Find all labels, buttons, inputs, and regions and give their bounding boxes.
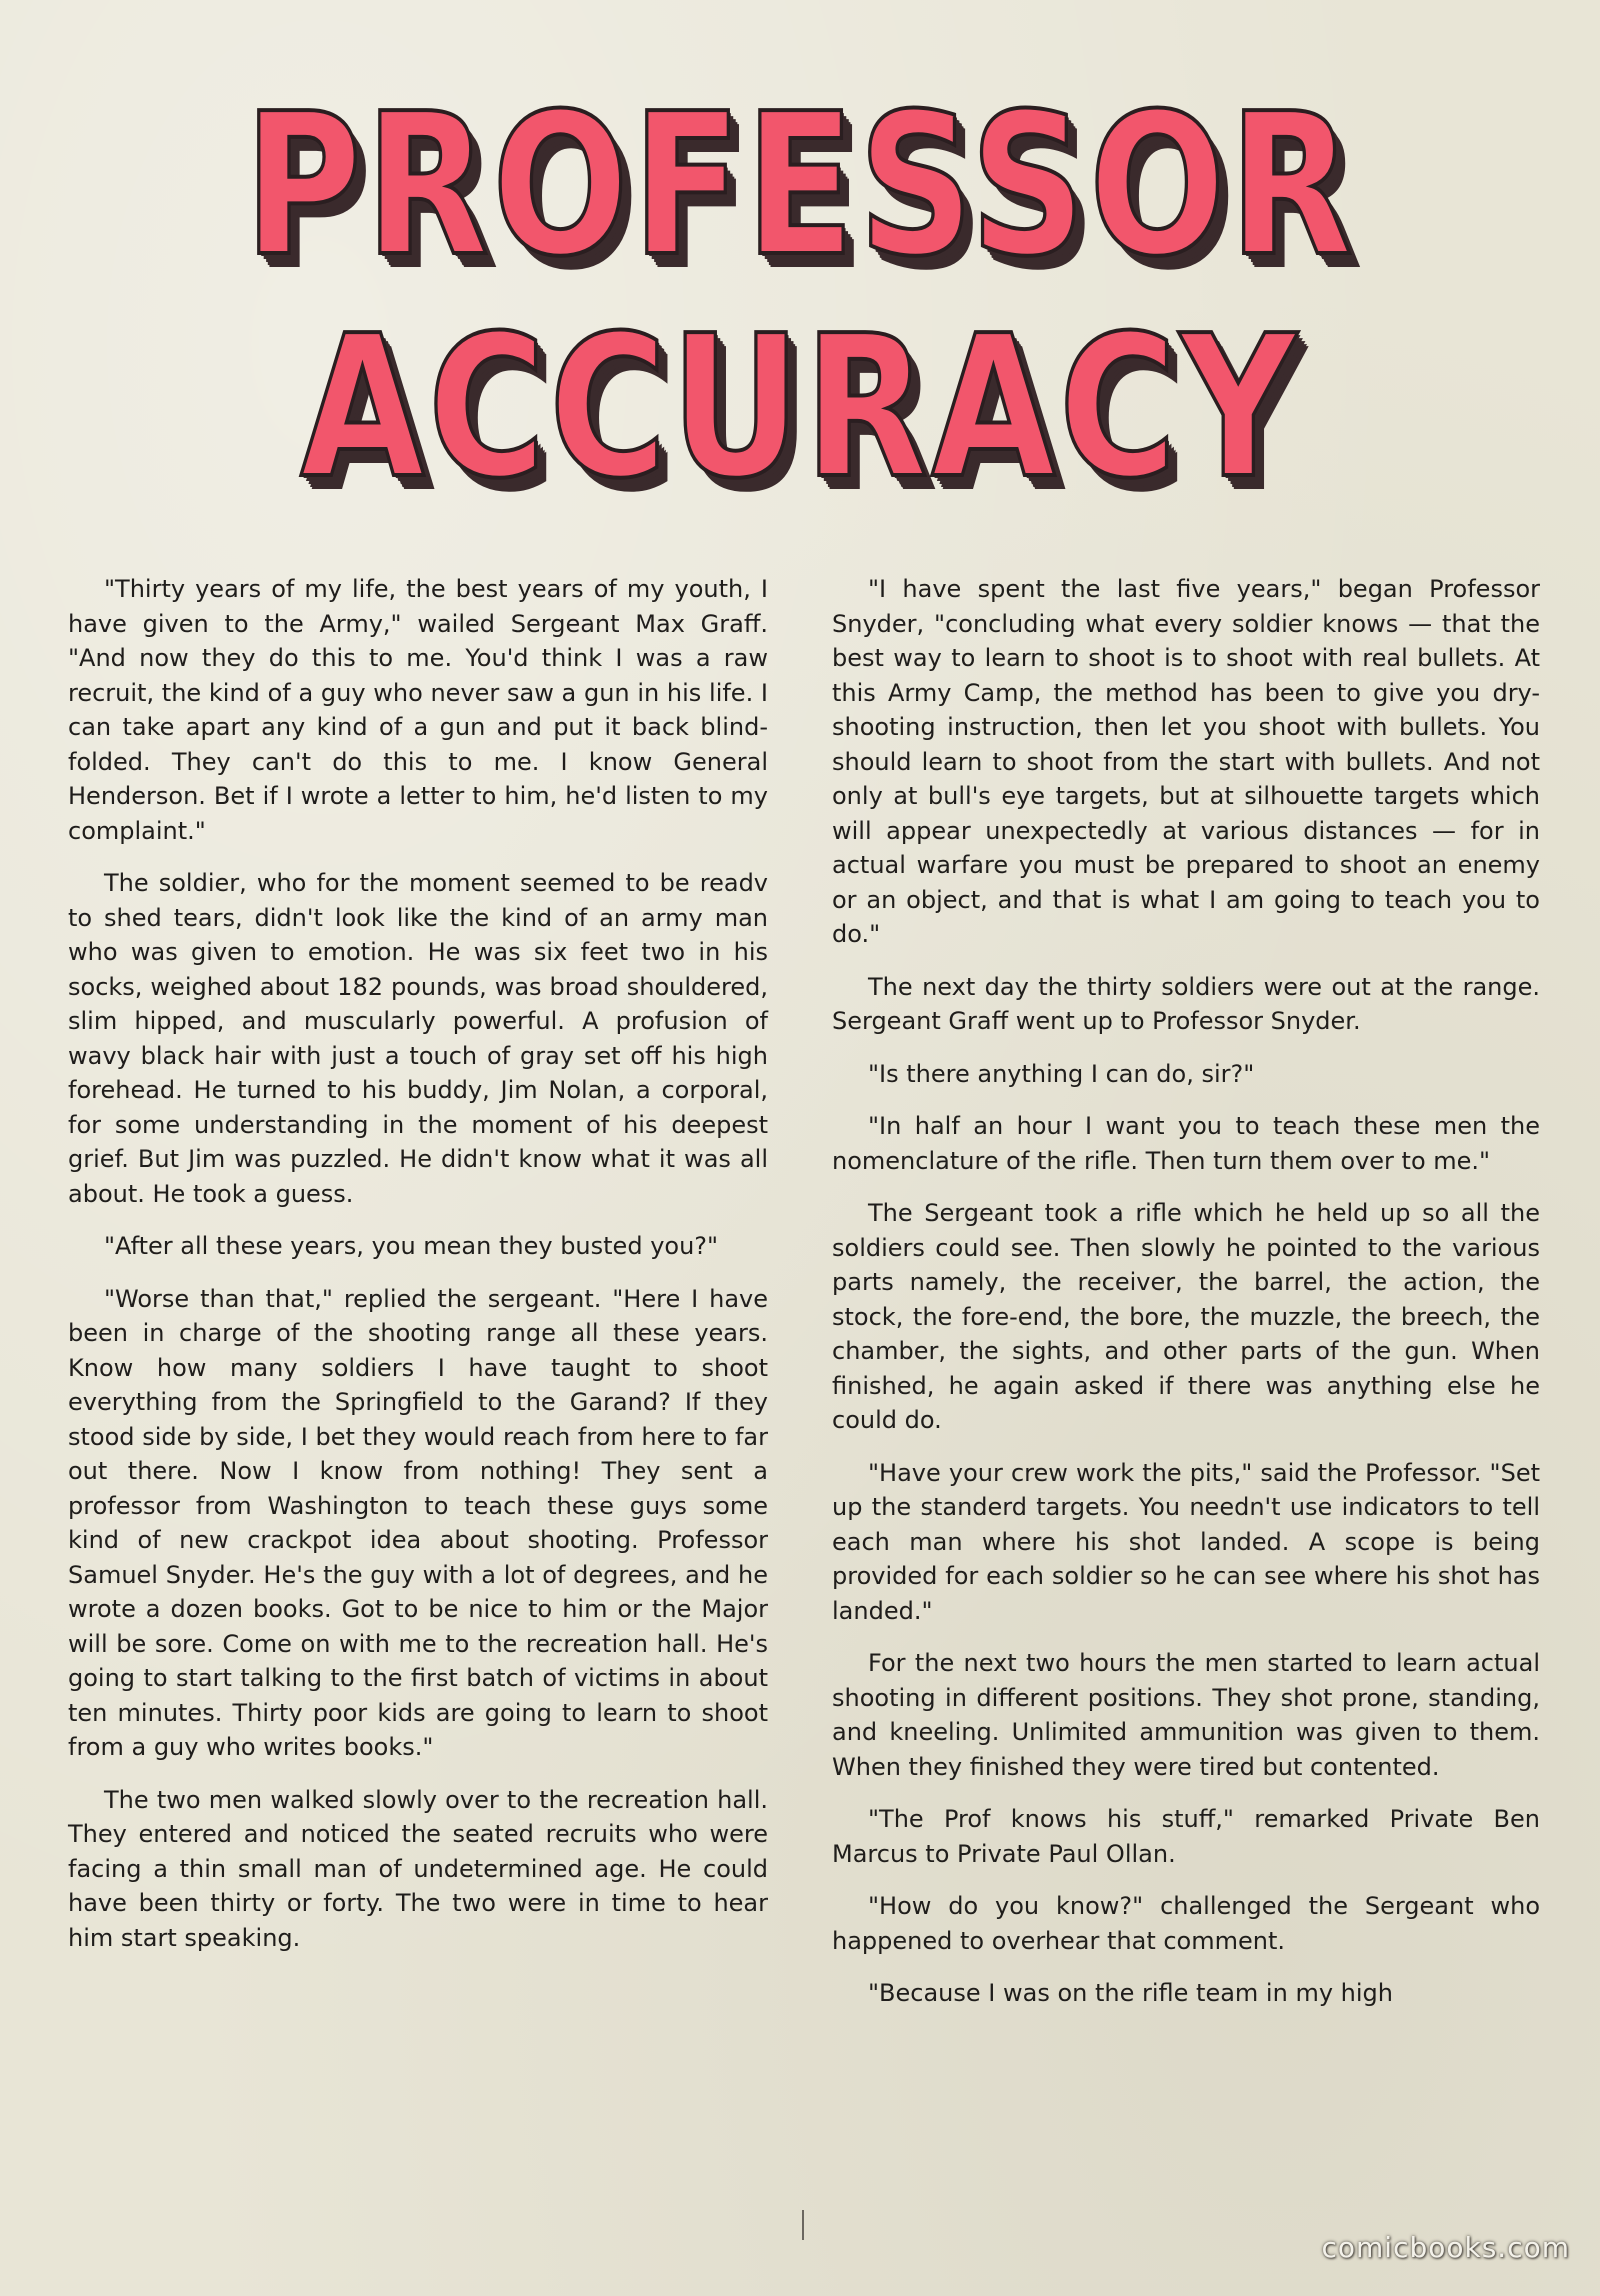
story-paragraph: "The Prof knows his stuff," remarked Private Ben Marcus to Private Paul Ollan. bbox=[832, 1805, 1540, 1868]
story-paragraph: The soldier, who for the moment seemed to be readv to shed tears, didn't look like the kind of an army man who was given to emotion. He was six feet two in his socks, weighed about 182 pounds, was broad shouldered, slim hipped, and muscularly powerful. A profusion of wavy black hair with just a touch of gray set off his high forehead. He turned to his buddy, Jim Nolan, a corporal, for some understanding in the moment of his deepest grief. But Jim was puzzled. He didn't know what it was all about. He took a guess. bbox=[68, 869, 768, 1208]
story-paragraph: "Have your crew work the pits," said the Professor. "Set up the standerd targets. You needn't use indicators to tell each man where his shot landed. A scope is being provided for each soldier so he can see where his shot has landed." bbox=[832, 1458, 1540, 1625]
column-divider bbox=[802, 2210, 804, 2240]
story-paragraph: The next day the thirty soldiers were out at the range. Sergeant Graff went up to Professor Snyder. bbox=[832, 972, 1540, 1035]
story-paragraph: "Worse than that," replied the sergeant. "Here I have been in charge of the shooting range all these years. Know how many soldiers I have taught to shoot everything from the Springfield to the Garand? If they stood side by side, I bet they would reach from here to far out there. Now I know from nothing! They sent a professor from Washington to teach these guys some kind of new crackpot idea about shooting. Professor Samuel Snyder. He's the guy with a lot of degrees, and he wrote a dozen books. Got to be nice to him or the Major will be sore. Come on with me to the recreation hall. He's going to start talking to the first batch of victims in about ten minutes. Thirty poor kids are going to learn to shoot from a guy who writes books." bbox=[68, 1284, 768, 1761]
story-paragraph: "How do you know?" challenged the Sergeant who happened to overhear that comment. bbox=[832, 1892, 1540, 1955]
story-paragraph: The Sergeant took a rifle which he held up so all the soldiers could see. Then slowly he pointed to the various parts namely, the receiver, the barrel, the action, the stock, the fore-end, the bore, the muzzle, the breech, the chamber, the sights, and other parts of the gun. When finished, he again asked if there was anything else he could do. bbox=[832, 1199, 1540, 1434]
story-paragraph: "Thirty years of my life, the best years of my youth, I have given to the Army," wailed Sergeant Max Graff. "And now they do this to me. You'd think I was a raw recruit, the kind of a guy who never saw a gun in his life. I can take apart any kind of a gun and put it back blindfolded. They can't do this to me. I know General Henderson. Bet if I wrote a letter to him, he'd listen to my complaint." bbox=[68, 575, 768, 845]
story-paragraph: "After all these years, you mean they busted you?" bbox=[104, 1232, 719, 1260]
watermark: comicbooks.com bbox=[1321, 2231, 1570, 2264]
story-column-right bbox=[832, 572, 1540, 2029]
story-paragraph: "I have spent the last five years," began Professor Snyder, "concluding what every soldier knows — that the best way to learn to shoot is to shoot with real bullets. At this Army Camp, the method has been to give you dry-shooting instruction, then let you shoot with bullets. You should learn to shoot from the start with bullets. And not only at bull's eye targets, but at silhouette targets which will appear unexpectedly at various distances — for in actual warfare you must be prepared to shoot an enemy or an object, and that is what I am going to teach you to do." bbox=[832, 575, 1540, 948]
story-column-left bbox=[68, 572, 768, 1973]
story-paragraph: For the next two hours the men started to learn actual shooting in different positions. They shot prone, standing, and kneeling. Unlimited ammunition was given to them. When they finished they were tired but contented. bbox=[832, 1649, 1540, 1781]
story-paragraph: The two men walked slowly over to the recreation hall. They entered and noticed the seated recruits who were facing a thin small man of undetermined age. He could have been thirty or forty. The two were in time to hear him start speaking. bbox=[68, 1785, 768, 1952]
story-paragraph: "Is there anything I can do, sir?" bbox=[868, 1059, 1255, 1088]
story-paragraph: "In half an hour I want you to teach these men the nomenclature of the rifle. Then turn them over to me." bbox=[832, 1112, 1540, 1175]
title-line-professor: PROFESSOR bbox=[244, 72, 1356, 300]
story-paragraph: "Because I was on the rifle team in my high bbox=[868, 1979, 1393, 2007]
title-line-accuracy: ACCURACY bbox=[300, 294, 1300, 522]
